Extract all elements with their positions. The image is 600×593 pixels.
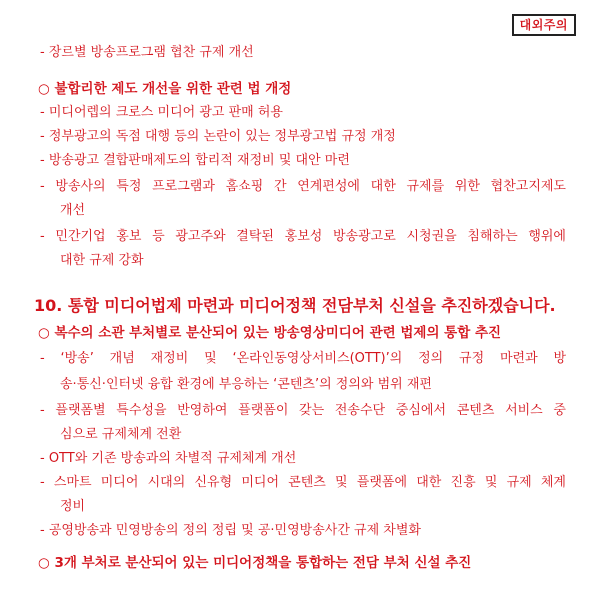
list-item: - 방송사의 특정 프로그램과 홈쇼핑 간 연계편성에 대한 규제를 위한 협찬고지제도 bbox=[40, 179, 566, 194]
list-item: - 플랫폼별 특수성을 반영하여 플랫폼이 갖는 전송수단 중심에서 콘텐츠 서비스 중 bbox=[40, 403, 566, 418]
list-item: - 미디어렙의 크로스 미디어 광고 판매 허용 bbox=[40, 105, 283, 120]
list-item-continuation: 대한 규제 강화 bbox=[60, 253, 144, 268]
classification-badge: 대외주의 bbox=[512, 14, 576, 36]
list-item: - 공영방송과 민영방송의 정의 정립 및 공·민영방송사간 규제 차별화 bbox=[40, 523, 421, 538]
list-item: - 장르별 방송프로그램 협찬 규제 개선 bbox=[40, 45, 254, 60]
list-item: - 스마트 미디어 시대의 신유형 미디어 콘텐츠 및 플랫폼에 대한 진흥 및 규제 체계 bbox=[40, 475, 566, 490]
list-item: - ‘방송’ 개념 재정비 및 ‘온라인동영상서비스(OTT)’의 정의 규정 마련과 방 bbox=[40, 351, 566, 366]
list-item-continuation: 송·통신·인터넷 융합 환경에 부응하는 ‘콘텐츠’의 정의와 범위 재편 bbox=[60, 377, 432, 392]
list-item: - 민간기업 홍보 등 광고주와 결탁된 홍보성 방송광고로 시청권을 침해하는 행위에 bbox=[40, 229, 566, 244]
list-item: - OTT와 기존 방송과의 차별적 규제체계 개선 bbox=[40, 451, 297, 466]
list-item: - 정부광고의 독점 대행 등의 논란이 있는 정부광고법 규정 개정 bbox=[40, 129, 396, 144]
list-item-continuation: 정비 bbox=[60, 499, 86, 514]
section-heading: 10. 통합 미디어법제 마련과 미디어정책 전담부처 신설을 추진하겠습니다. bbox=[34, 296, 556, 315]
section-bullet-title: ○ 3개 부처로 분산되어 있는 미디어정책을 통합하는 전담 부처 신설 추진 bbox=[38, 555, 472, 571]
list-item-continuation: 개선 bbox=[60, 203, 86, 218]
section-bullet-title: ○ 불합리한 제도 개선을 위한 관련 법 개정 bbox=[38, 81, 292, 97]
list-item: - 방송광고 결합판매제도의 합리적 재정비 및 대안 마련 bbox=[40, 153, 350, 168]
section-bullet-title: ○ 복수의 소관 부처별로 분산되어 있는 방송영상미디어 관련 법제의 통합 추진 bbox=[38, 325, 502, 341]
list-item-continuation: 심으로 규제체계 전환 bbox=[60, 427, 182, 442]
